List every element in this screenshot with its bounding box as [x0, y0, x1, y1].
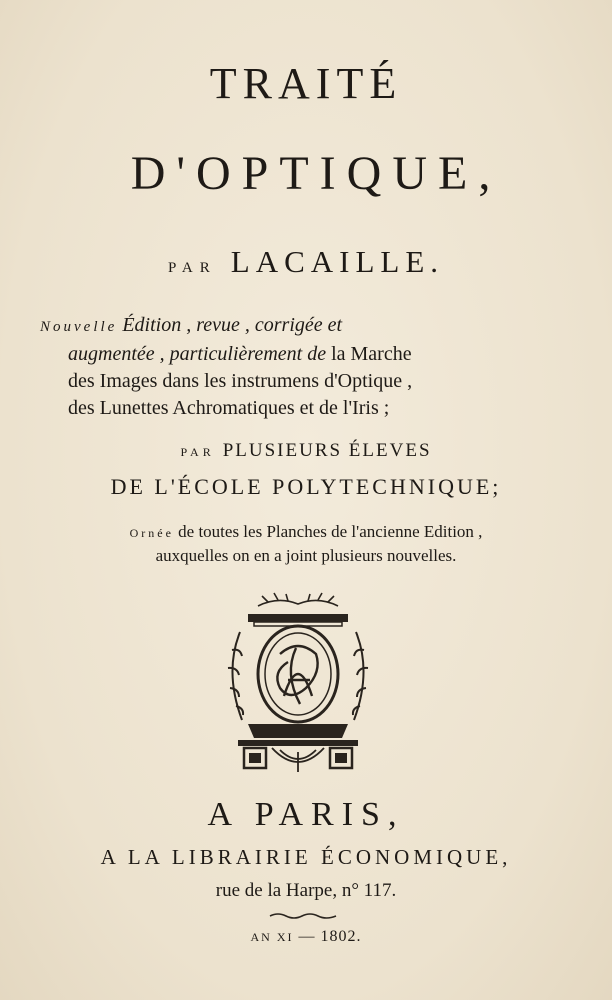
monogram-vignette-icon [218, 592, 378, 777]
imprint-publisher: A LA LIBRAIRIE ÉCONOMIQUE, [100, 845, 512, 869]
edition-description [40, 312, 580, 422]
description-line-2 [40, 341, 580, 368]
ornament-note-rest: de toutes les Planches de l'ancienne Edition , [178, 522, 483, 541]
author-name: LACAILLE. [230, 244, 445, 279]
contributors-line-2: DE L'ÉCOLE POLYTECHNIQUE; [110, 474, 502, 499]
ornament-note-line-2: auxquelles on en a joint plusieurs nouvelles. [155, 546, 457, 565]
ornamental-rule-icon [268, 912, 338, 920]
description-line-1-rest: Édition , revue , corrigée et [122, 314, 343, 336]
title-line-2: D'OPTIQUE, [130, 147, 502, 200]
contributors-text: PLUSIEURS ÉLEVES [222, 440, 432, 461]
title-line-1: TRAITÉ [209, 59, 403, 108]
contributors-prefix: PAR [180, 445, 215, 459]
description-lead: Nouvelle [40, 319, 118, 335]
author-line [0, 244, 612, 280]
imprint-date-year: — 1802. [298, 928, 362, 945]
imprint-date-prefix: AN XI [250, 930, 294, 944]
imprint-address: rue de la Harpe, n° 117. [215, 880, 397, 901]
author-prefix: PAR [167, 260, 217, 276]
description-line-2-roman: la Marche [331, 343, 412, 365]
description-line-2-italic: augmentée , particulièrement de [68, 343, 327, 365]
ornament-note-lead: Ornée [129, 526, 174, 540]
ornament-note-line-1 [0, 522, 612, 542]
contributors-line-1 [0, 440, 612, 462]
description-line-1 [40, 312, 580, 341]
imprint-city: A PARIS, [207, 796, 405, 833]
description-line-4: des Lunettes Achromatiques et de l'Iris ; [68, 397, 390, 419]
description-line-3: des Images dans les instrumens d'Optique , [68, 370, 413, 392]
imprint-date [0, 928, 612, 946]
